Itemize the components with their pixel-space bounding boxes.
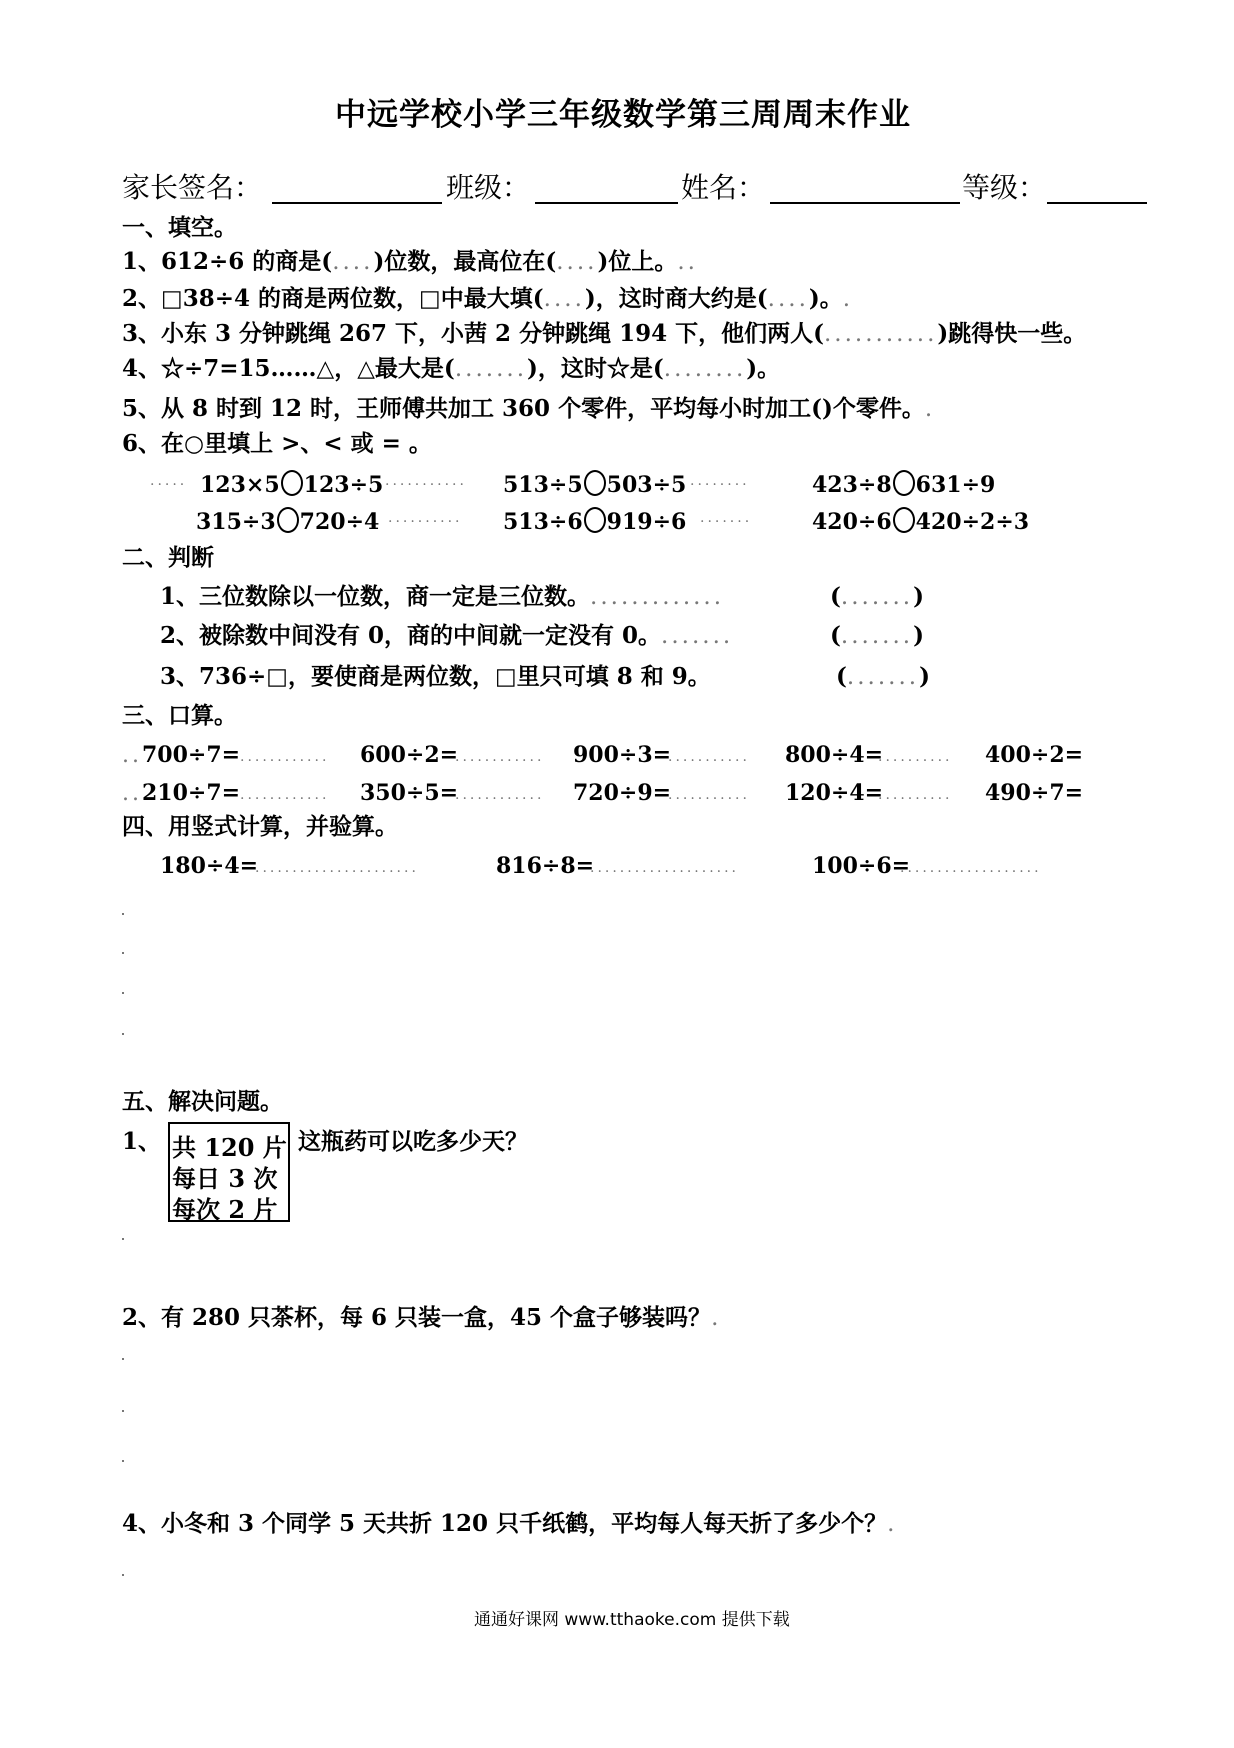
- mental-math-item: 120÷4=: [785, 780, 884, 806]
- leader-dots: ..........: [878, 787, 953, 803]
- margin-dot: [122, 1410, 124, 1412]
- judgment-answer[interactable]: (.......): [830, 583, 924, 610]
- leader-dots: ...........: [668, 749, 750, 765]
- margin-dot: [122, 1460, 124, 1462]
- judgment-answer[interactable]: (.......): [836, 663, 930, 690]
- footer-credit: 通通好课网 www.tthaoke.com 提供下载: [474, 1610, 790, 1630]
- judgment-item: 2、被除数中间没有 0，商的中间就一定没有 0。.......: [160, 622, 734, 649]
- judgment-answer[interactable]: (.......): [830, 622, 924, 649]
- leader-dots: .....: [150, 473, 188, 489]
- margin-dot: [122, 1358, 124, 1360]
- compare-item: 315÷3 720÷4: [196, 509, 380, 535]
- compare-circle[interactable]: [277, 507, 299, 533]
- parent-sign-field[interactable]: [272, 202, 442, 204]
- judgment-item: 3、736÷□，要使商是两位数，□里只可填 8 和 9。: [160, 663, 711, 690]
- medicine-per-day: 每日 3 次: [172, 1164, 278, 1193]
- vertical-calc-item: 180÷4=: [160, 853, 259, 879]
- leader-dots: ..........: [388, 510, 463, 526]
- medicine-total: 共 120 片: [172, 1133, 287, 1162]
- compare-item: 423÷8 631÷9: [812, 472, 996, 498]
- problem-1-number: 1、: [122, 1128, 162, 1155]
- name-label: 姓名：: [681, 171, 766, 204]
- section-judgment-heading: 二、判断: [122, 544, 214, 571]
- compare-circle[interactable]: [893, 470, 915, 496]
- name-field[interactable]: [770, 202, 960, 204]
- compare-circle[interactable]: [584, 507, 606, 533]
- class-field[interactable]: [535, 202, 678, 204]
- margin-dot: [122, 992, 124, 994]
- judgment-item: 1、三位数除以一位数，商一定是三位数。.............: [160, 583, 725, 610]
- compare-item: 513÷6 919÷6: [503, 509, 687, 535]
- leader-dots: ............: [240, 749, 330, 765]
- section-word-problems-heading: 五、解决问题。: [122, 1088, 283, 1115]
- medicine-label-box: [168, 1122, 290, 1222]
- leader-dots: ............: [455, 787, 545, 803]
- leader-dots: ....................: [590, 860, 740, 876]
- leader-dots: .......: [700, 510, 753, 526]
- problem-4: 4、小冬和 3 个同学 5 天共折 120 只千纸鹤，平均每人每天折了多少个？.: [122, 1510, 898, 1537]
- mental-math-item: 490÷7=: [985, 780, 1084, 806]
- mental-math-item: 900÷3=: [573, 742, 672, 768]
- leader-dots: ...........: [668, 787, 750, 803]
- leader-dots: ..........: [878, 749, 953, 765]
- mental-math-row: ..210÷7=: [122, 780, 241, 806]
- mental-math-item: 800÷4=: [785, 742, 884, 768]
- compare-circle[interactable]: [584, 470, 606, 496]
- section-fill-in-heading: 一、填空。: [122, 214, 237, 241]
- mental-math-item: 400÷2=: [985, 742, 1084, 768]
- margin-dot: [122, 1238, 124, 1240]
- mental-math-item: 350÷5=: [360, 780, 459, 806]
- question-1-2: 2、□38÷4 的商是两位数，□中最大填(....)，这时商大约是(....)。.: [122, 285, 854, 312]
- leader-dots: ...................: [900, 860, 1042, 876]
- margin-dot: [122, 913, 124, 915]
- question-1-4: 4、☆÷7=15……△，△最大是(.......)，这时☆是(........)。: [122, 355, 781, 382]
- problem-2: 2、有 280 只茶杯，每 6 只装一盒，45 个盒子够装吗？.: [122, 1304, 722, 1331]
- margin-dot: [122, 1574, 124, 1576]
- section-mental-math-heading: 三、口算。: [122, 702, 237, 729]
- compare-item: 513÷5 503÷5: [503, 472, 687, 498]
- question-1-3: 3、小东 3 分钟跳绳 267 下，小茜 2 分钟跳绳 194 下，他们两人(...........)跳得快一些。: [122, 320, 1087, 347]
- margin-dot: [122, 952, 124, 954]
- leader-dots: ...........: [385, 473, 467, 489]
- question-1-5: 5、从 8 时到 12 时，王师傅共加工 360 个零件，平均每小时加工()个零件。.: [122, 395, 936, 422]
- section-vertical-calc-heading: 四、用竖式计算，并验算。: [122, 813, 398, 840]
- question-1-1: 1、612÷6 的商是(....)位数，最高位在(....)位上。..: [122, 248, 698, 275]
- compare-circle[interactable]: [281, 470, 303, 496]
- compare-circle[interactable]: [893, 507, 915, 533]
- medicine-per-dose: 每次 2 片: [172, 1195, 278, 1224]
- grade-label: 等级：: [962, 171, 1047, 204]
- vertical-calc-item: 816÷8=: [496, 853, 595, 879]
- mental-math-item: 600÷2=: [360, 742, 459, 768]
- leader-dots: ........: [690, 473, 750, 489]
- mental-math-item: 720÷9=: [573, 780, 672, 806]
- leader-dots: ......................: [255, 860, 419, 876]
- leader-dots: ............: [240, 787, 330, 803]
- parent-sign-label: 家长签名：: [122, 171, 263, 204]
- class-label: 班级：: [446, 171, 531, 204]
- grade-field[interactable]: [1047, 202, 1147, 204]
- page-title: 中远学校小学三年级数学第三周周末作业: [335, 97, 911, 133]
- leader-dots: ............: [455, 749, 545, 765]
- problem-1-question: 这瓶药可以吃多少天？: [298, 1128, 528, 1155]
- question-1-6: 6、在○里填上 >、< 或 = 。: [122, 430, 432, 457]
- margin-dot: [122, 1033, 124, 1035]
- compare-item: 123×5 123÷5: [200, 472, 384, 498]
- compare-item: 420÷6 420÷2÷3: [812, 509, 1030, 535]
- vertical-calc-item: 100÷6=: [812, 853, 911, 879]
- mental-math-row: ..700÷7=: [122, 742, 241, 768]
